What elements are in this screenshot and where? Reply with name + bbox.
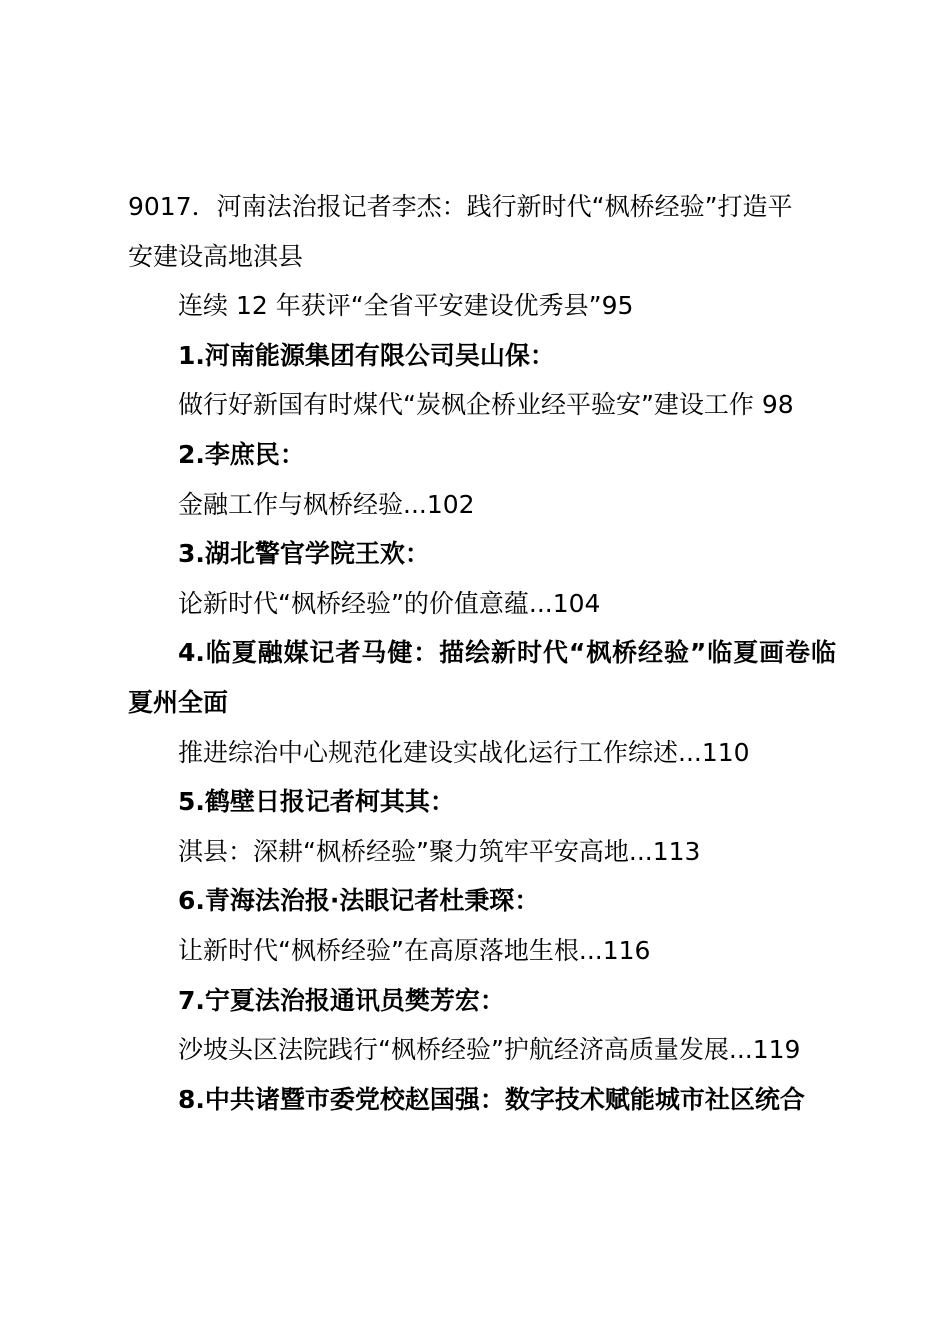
toc-item-4-detail: 推进综治中心规范化建设实战化运行工作综述...110 — [178, 737, 750, 767]
toc-item-3-heading: 3.湖北警官学院王欢： — [178, 539, 430, 569]
toc-item-6-heading: 6.青海法治报·法眼记者杜秉琛： — [178, 886, 540, 916]
toc-item-2-heading: 2.李庶民： — [178, 439, 305, 469]
toc-entry-9017-line1: 9017．河南法治报记者李杰：践行新时代“枫桥经验”打造平 — [128, 192, 793, 221]
toc-entry-9017-line3: 连续 12 年获评“全省平安建设优秀县”95 — [178, 291, 634, 321]
toc-item-1-heading: 1.河南能源集团有限公司吴山保： — [178, 340, 555, 370]
toc-item-3-detail: 论新时代“枫桥经验”的价值意蕴...104 — [178, 588, 601, 618]
toc-item-7-heading: 7.宁夏法治报通讯员樊芳宏： — [178, 985, 505, 1015]
toc-item-8-heading: 8.中共诸暨市委党校赵国强：数字技术赋能城市社区统合 — [178, 1084, 805, 1114]
toc-item-6-detail: 让新时代“枫桥经验”在高原落地生根...116 — [178, 935, 651, 965]
toc-item-4-heading: 4.临夏融媒记者马健：描绘新时代“枫桥经验”临夏画卷临夏州全面 — [128, 638, 836, 717]
toc-item-7-detail: 沙坡头区法院践行“枫桥经验”护航经济高质量发展...119 — [178, 1035, 801, 1065]
toc-item-5-heading: 5.鹤壁日报记者柯其其： — [178, 787, 455, 817]
toc-entry-9017-line2: 安建设高地淇县 — [128, 241, 304, 271]
table-of-contents — [128, 182, 836, 1124]
toc-item-5-detail: 淇县：深耕“枫桥经验”聚力筑牢平安高地...113 — [178, 836, 701, 866]
toc-item-1-detail: 做行好新国有时煤代“炭枫企桥业经平验安”建设工作 98 — [178, 390, 794, 420]
toc-item-2-detail: 金融工作与枫桥经验...102 — [178, 489, 475, 519]
